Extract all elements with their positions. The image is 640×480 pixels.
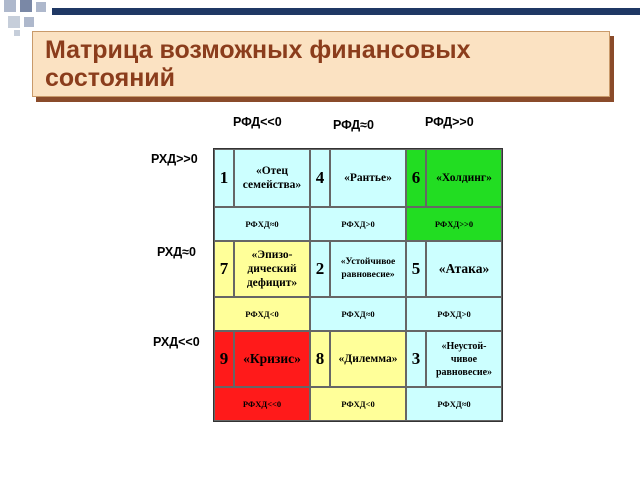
state-indicator: РФХД≈0 [310, 297, 406, 331]
decor-square [36, 2, 46, 12]
state-number: 7 [214, 241, 234, 297]
state-name: «Неустой-чивое равновесие» [426, 331, 502, 387]
column-header: РФД>>0 [425, 115, 474, 129]
state-indicator: РФХД>0 [310, 207, 406, 241]
state-name: «Атака» [426, 241, 502, 297]
state-number: 8 [310, 331, 330, 387]
state-name: «Устойчивое равновесие» [330, 241, 406, 297]
decor-square [4, 0, 16, 12]
decor-square [20, 0, 32, 12]
state-name: «Холдинг» [426, 149, 502, 207]
decor-square [14, 30, 20, 36]
state-number: 9 [214, 331, 234, 387]
matrix-grid [213, 148, 503, 422]
state-number: 1 [214, 149, 234, 207]
state-name: «Дилемма» [330, 331, 406, 387]
column-header: РФД<<0 [233, 115, 282, 129]
state-indicator: РФХД<0 [310, 387, 406, 421]
state-indicator: РФХД<<0 [214, 387, 310, 421]
state-indicator: РФХД>0 [406, 297, 502, 331]
state-indicator: РФХД>>0 [406, 207, 502, 241]
row-header: РХД<<0 [153, 335, 200, 349]
title-box [32, 31, 610, 97]
state-indicator: РФХД≈0 [214, 207, 310, 241]
state-number: 2 [310, 241, 330, 297]
state-number: 5 [406, 241, 426, 297]
state-number: 6 [406, 149, 426, 207]
row-header: РХД>>0 [151, 152, 198, 166]
state-indicator: РФХД<0 [214, 297, 310, 331]
state-number: 3 [406, 331, 426, 387]
decor-square [8, 16, 20, 28]
state-name: «Кризис» [234, 331, 310, 387]
column-header: РФД≈0 [333, 118, 374, 132]
state-name: «Рантье» [330, 149, 406, 207]
decor-square [24, 17, 34, 27]
state-name: «Эпизо-дический дефицит» [234, 241, 310, 297]
state-name: «Отец семейства» [234, 149, 310, 207]
state-number: 4 [310, 149, 330, 207]
state-indicator: РФХД≈0 [406, 387, 502, 421]
page-title: Матрица возможных финансовых состояний [45, 36, 471, 92]
top-bar [52, 8, 640, 15]
row-header: РХД≈0 [157, 245, 196, 259]
